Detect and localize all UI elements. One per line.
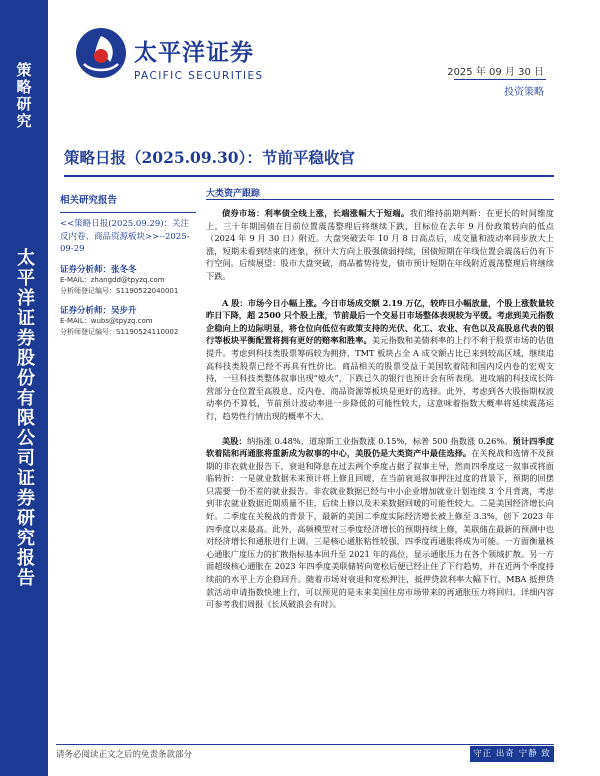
us-stock-view: 预计四季度软着陆和再通胀将重新成为叙事的中心，美股仍是大类资产中最佳选择。 xyxy=(206,435,554,459)
sidebar-company-label: 太平洋证券股份有限公司证券研究报告 xyxy=(14,248,35,588)
sidebar xyxy=(0,0,48,776)
title-divider xyxy=(64,175,554,177)
report-date: 2025 年 09 月 30 日 xyxy=(447,67,544,78)
related-reports-heading: 相关研究报告 xyxy=(60,195,118,206)
report-body xyxy=(206,207,554,611)
section-divider xyxy=(206,199,554,200)
us-stock-heading: 美股： xyxy=(222,435,247,446)
company-brand xyxy=(134,34,264,82)
bond-market-paragraph xyxy=(206,207,554,283)
page-title: 策略日报（2025.09.30）：节前平稳收官 xyxy=(64,148,355,167)
a-share-paragraph xyxy=(206,297,554,423)
report-type: 投资策略 xyxy=(504,87,544,98)
analyst-email[interactable]: E-MAIL：wubs@tpyzq.com xyxy=(60,316,153,325)
analyst-cert: 分析师登记编号：S1190524110002 xyxy=(60,327,179,336)
us-stock-paragraph xyxy=(206,435,554,611)
related-info-column xyxy=(60,184,196,338)
bond-market-heading: 债券市场：利率债全线上涨，长端涨幅大于短端。 xyxy=(222,208,410,218)
disclaimer-note: 请务必阅读正文之后的免责条款部分 xyxy=(56,750,193,760)
sidebar-category-label: 策略研究 xyxy=(14,62,33,130)
analyst-email[interactable]: E-MAIL：zhangdd@tpyzq.com xyxy=(60,275,165,284)
us-stock-index-text: 纳指涨 0.48%，道琼斯工业指数涨 0.15%，标普 500 指数涨 0.26%。 xyxy=(246,435,513,446)
a-share-text: 美元指数和美债利率的上行不利于股票市场的估值提升。考虑到科技类股票筹码较为拥挤，TMT 板块占全 A 成交额占比已来到较高区域，继续追高科技类股票已经不再具有性价比。商品相关的股票受益于美国软着陆和国内反内卷的宏观支持，一旦科技类整体叙事出现“熄火”，下跌已久的银行也预计会有所表现。进攻端的科技成长阵营部分仓位置至高股息、反内卷、商品资源等板块是更好的选择。此外，考虑到各大股指期权波动率仍不算低，节前预计波动率进一步降低的可能性较大，这意味着指数大概率将延续震荡运行，趋势性行情出现的概率不大。 xyxy=(206,335,554,421)
company-logo-icon xyxy=(74,26,128,80)
analyst-name: 证券分析师：张冬冬 xyxy=(60,264,137,275)
bond-market-text: 我们维持前期判断：在更长的时间维度上，三十年期国债在目前位置震荡整理后将继续下跌，目标位在去年 9 月份政策转向的低点（2024 年 9 月 30 日）附近。大盘突破去年 10 月 8 日高点后，成交量和波动率同步放大上涨，短期未看到结束的迹象，预计大方向上股强债弱持续，国债短期在年线位置会震荡后仍有下行空间。后续展望：股市大盘突破，商品蓄势待发，债市预计短期在年线附近震荡整理后将继续下跌。 xyxy=(206,208,554,281)
header-divider xyxy=(454,79,546,80)
analyst-cert: 分析师登记编号：S1190522040001 xyxy=(60,286,179,295)
analyst-name: 证券分析师：吴步升 xyxy=(60,305,137,316)
related-report-link[interactable]: <<策略日报(2025.09.29)：关注反内卷、商品资源板块>>--2025-09-29 xyxy=(60,219,190,254)
section-heading: 大类资产跟踪 xyxy=(206,189,261,199)
footer-divider xyxy=(56,744,554,745)
company-name-en: PACIFIC SECURITIES xyxy=(134,70,264,82)
company-motto: 守正 出奇 宁静 致远 xyxy=(470,746,554,762)
related-divider xyxy=(60,212,196,213)
us-stock-text: 在关税战和选情不及预期的非农就业报告下，衰退和降息在过去两个季度占据了叙事主导，然而四季度这一叙事或将面临转折：一是就业数据未来预计将上修且回暖，在当前衰退叙事押注过度的背景下，预期的回摆只需要一份不差的就业报告。非农就业数据已经与中小企业增加就业计划连续 3 个月背离，考虑到非农就业数据近期质量不佳，后续上修以及未来数据回暖的可能性较大。二是美国经济增长向好。二季度在关税战的背景下，最新的美国二季度实际经济增长被上修至 3.3%，创下 2023 年四季度以来最高。此外，高频模型对三季度经济增长的预期持续上修，美联储在最新的预测中也对经济增长和通胀进行上调。三是核心通胀粘性较强，四季度再通胀将成为可能。一方面衡量核心通胀广度压力的扩散指标基本回升至 2021 年的高位，显示通胀压力在各个领域扩散。另一方面超级核心通胀在 2023 年四季度美联储转向宽松后便已经止住了下行趋势，并在近两个季度持续前的水平上方企稳回升。随着市场对衰退和宽松押注，抵押贷款利率大幅下行，MBA 抵押贷款活动申请指数快速上行，可以预见的是未来美国住房市场带来的再通胀压力将回归。详细内容可参考我们周报《长风破浪会有时》。 xyxy=(206,448,554,610)
a-share-heading: A 股：市场今日小幅上涨。今日市场成交额 2.19 万亿，较昨日小幅放量，个股上涨数量较昨日下降，超 2500 只个股上涨，节前最后一个交易日市场整体表现较为平缓。考虑到美元指数企稳向上的边际明显，将仓位向低位有政策支持的光伏、化工、农业、有色以及高股息代表的银行等板块平衡配置将拥有更好的赔率和胜率。 xyxy=(206,297,554,346)
company-name-cn: 太平洋证券 xyxy=(134,40,254,66)
